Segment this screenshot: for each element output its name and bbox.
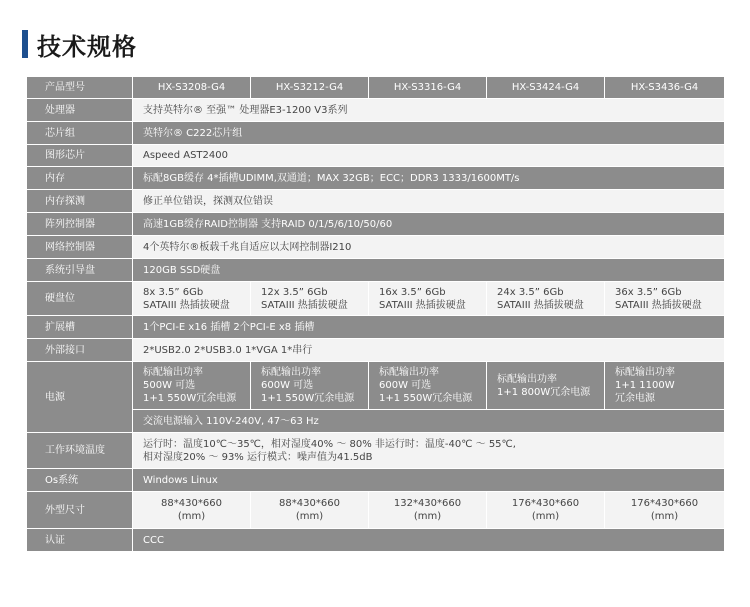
- row-value: 标配8GB缓存 4*插槽UDIMM,双通道；MAX 32GB；ECC；DDR3 1333/1600MT/s: [133, 167, 725, 190]
- row-ports: [27, 339, 725, 362]
- row-network: [27, 236, 725, 259]
- row-value: 120GB SSD硬盘: [133, 259, 725, 282]
- row-dimensions: [27, 492, 725, 529]
- row-memory: [27, 167, 725, 190]
- disk-cell: 36x 3.5” 6Gb SATAIII 热插拔硬盘: [605, 282, 725, 316]
- row-raid: [27, 213, 725, 236]
- model-name: HX-S3424-G4: [487, 77, 605, 99]
- row-value: 英特尔® C222芯片组: [133, 122, 725, 145]
- page-title: 技术规格: [37, 32, 137, 61]
- model-name: HX-S3436-G4: [605, 77, 725, 99]
- row-os: [27, 469, 725, 492]
- row-label: 图形芯片: [27, 145, 133, 167]
- row-label: 扩展槽: [27, 316, 133, 339]
- row-cpu: [27, 99, 725, 122]
- row-power: [27, 362, 725, 410]
- section-title: [22, 28, 137, 60]
- row-label: 网络控制器: [27, 236, 133, 259]
- row-value: Windows Linux: [133, 469, 725, 492]
- disk-cell: 12x 3.5” 6Gb SATAIII 热插拔硬盘: [251, 282, 369, 316]
- power-cell: 标配输出功率 500W 可选 1+1 550W冗余电源: [133, 362, 251, 410]
- disk-cell: 24x 3.5” 6Gb SATAIII 热插拔硬盘: [487, 282, 605, 316]
- dimension-cell: 88*430*660 (mm): [133, 492, 251, 529]
- row-value: 2*USB2.0 2*USB3.0 1*VGA 1*串行: [133, 339, 725, 362]
- dimension-cell: 132*430*660 (mm): [369, 492, 487, 529]
- dimension-cell: 176*430*660 (mm): [605, 492, 725, 529]
- power-cell: 标配输出功率 1+1 800W冗余电源: [487, 362, 605, 410]
- header-row: [27, 77, 725, 99]
- row-value: 支持英特尔® 至强™ 处理器E3-1200 V3系列: [133, 99, 725, 122]
- row-value: 修正单位错误，探测双位错误: [133, 190, 725, 213]
- row-boot-disk: [27, 259, 725, 282]
- row-label: 内存探测: [27, 190, 133, 213]
- row-value: CCC: [133, 529, 725, 552]
- dimension-cell: 88*430*660 (mm): [251, 492, 369, 529]
- power-cell: 标配输出功率 600W 可选 1+1 550W冗余电源: [369, 362, 487, 410]
- title-accent-bar: [22, 30, 28, 58]
- row-label: 工作环境温度: [27, 433, 133, 469]
- row-value: Aspeed AST2400: [133, 145, 725, 167]
- row-label: 系统引导盘: [27, 259, 133, 282]
- model-name: HX-S3212-G4: [251, 77, 369, 99]
- dimension-cell: 176*430*660 (mm): [487, 492, 605, 529]
- row-environment: [27, 433, 725, 469]
- row-label: 认证: [27, 529, 133, 552]
- row-label: 电源: [27, 362, 133, 433]
- row-disk-bays: [27, 282, 725, 316]
- row-label: 外部接口: [27, 339, 133, 362]
- row-label: 硬盘位: [27, 282, 133, 316]
- row-label: 内存: [27, 167, 133, 190]
- disk-cell: 8x 3.5” 6Gb SATAIII 热插拔硬盘: [133, 282, 251, 316]
- row-value: 1个PCI-E x16 插槽 2个PCI-E x8 插槽: [133, 316, 725, 339]
- row-label: 外型尺寸: [27, 492, 133, 529]
- row-value: 4个英特尔®板载千兆自适应以太网控制器I210: [133, 236, 725, 259]
- row-memory-detect: [27, 190, 725, 213]
- header-label: 产品型号: [27, 77, 133, 99]
- row-chipset: [27, 122, 725, 145]
- power-cell: 标配输出功率 1+1 1100W 冗余电源: [605, 362, 725, 410]
- row-graphics: [27, 145, 725, 167]
- row-expansion: [27, 316, 725, 339]
- row-label: 芯片组: [27, 122, 133, 145]
- row-label: 处理器: [27, 99, 133, 122]
- environment-value: 运行时：温度10℃～35℃，相对湿度40% ～ 80% 非运行时：温度-40℃ ～ 55℃, 相对湿度20% ～ 93% 运行模式：噪声值为41.5dB: [133, 433, 725, 469]
- model-name: HX-S3208-G4: [133, 77, 251, 99]
- power-input-value: 交流电源输入 110V-240V, 47～63 Hz: [133, 410, 725, 433]
- spec-table: [26, 76, 725, 552]
- row-label: 阵列控制器: [27, 213, 133, 236]
- power-cell: 标配输出功率 600W 可选 1+1 550W冗余电源: [251, 362, 369, 410]
- row-value: 高速1GB缓存RAID控制器 支持RAID 0/1/5/6/10/50/60: [133, 213, 725, 236]
- row-certification: [27, 529, 725, 552]
- disk-cell: 16x 3.5” 6Gb SATAIII 热插拔硬盘: [369, 282, 487, 316]
- row-label: Os系统: [27, 469, 133, 492]
- model-name: HX-S3316-G4: [369, 77, 487, 99]
